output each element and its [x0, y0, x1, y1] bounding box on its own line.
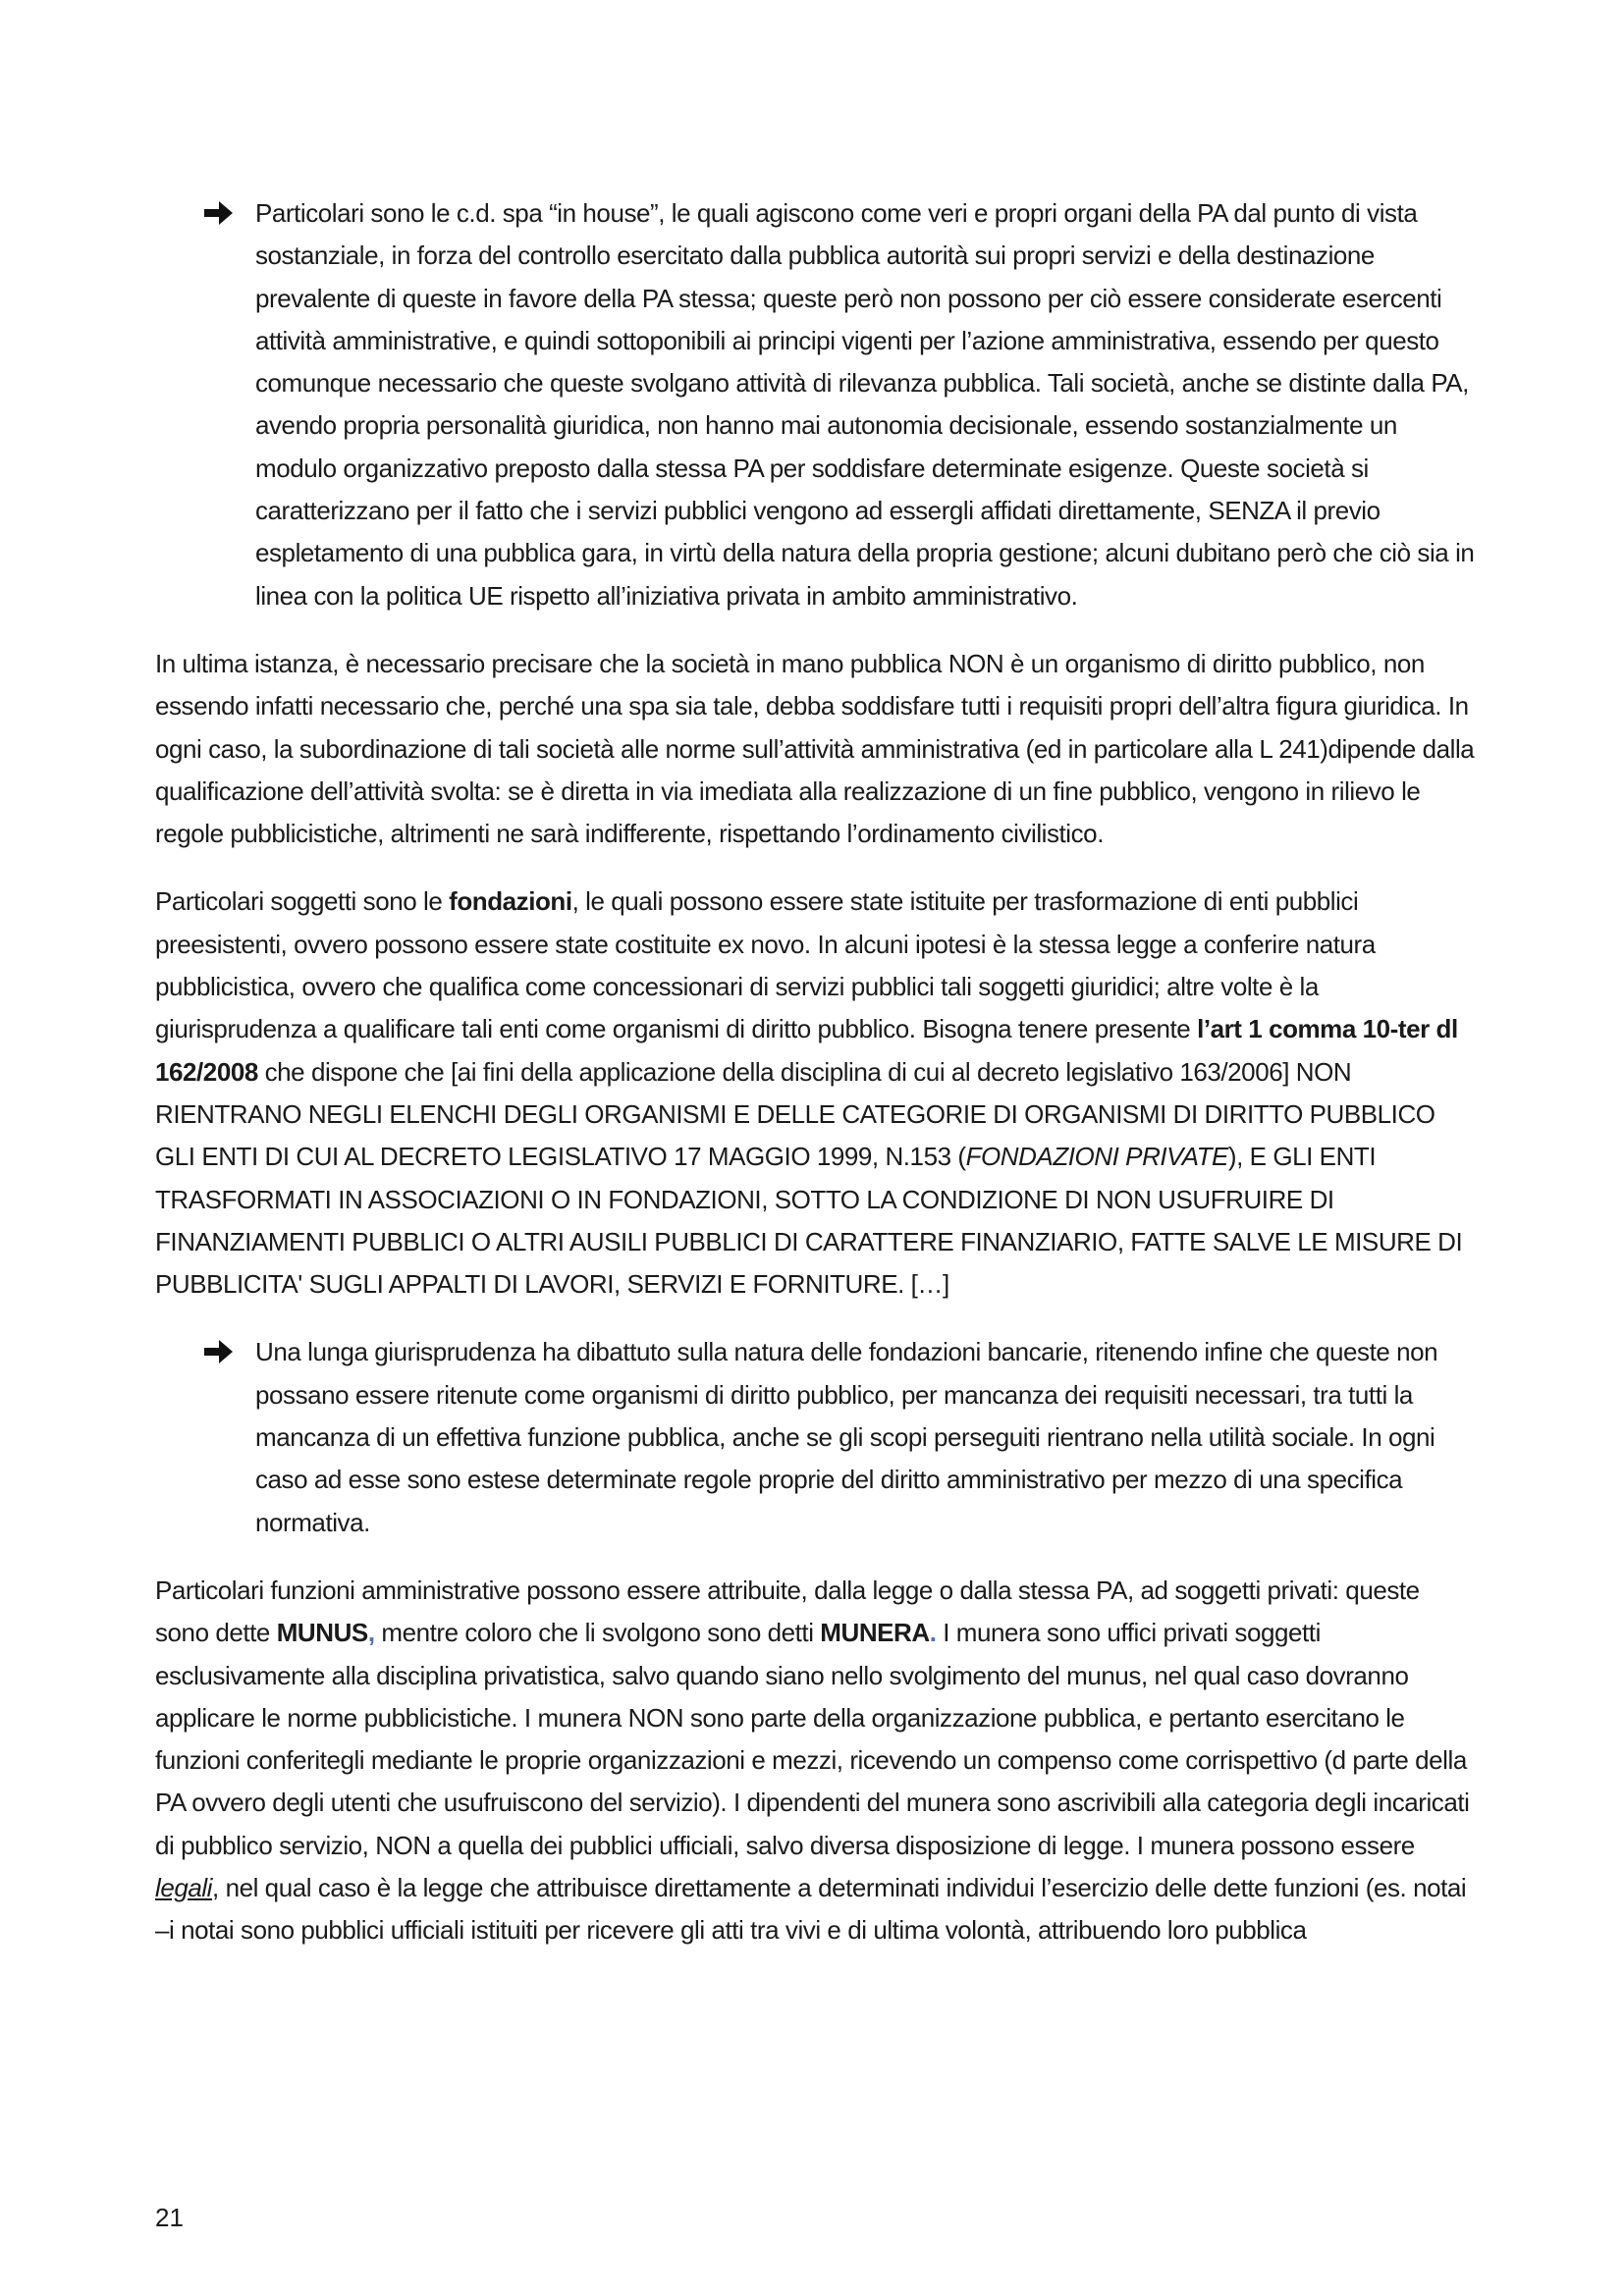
fondazioni-private-term: FONDAZIONI PRIVATE [965, 1142, 1228, 1172]
fondazioni-text-3: che dispone che [ai fini della applicazione della disciplina di cui al decreto legislativo 163/2006] NON RIENTRANO NEGLI ELENCHI DEGLI ORGANISMI E DELLE CATEGORIE DI ORGANISMI DI DIRITTO PUBBLICO GLI ENTI DI CUI AL DECRETO LEGISLATIVO 17 MAGGIO 1999, N.153 ( [155, 1056, 1435, 1172]
munus-text-3: I munera sono uffici privati soggetti esclusivamente alla disciplina privatistica, salvo quando siano nello svolgimento del munus, nel qual caso dovranno applicare le norme pubblicistiche. I munera NON sono parte della organizzazione pubblica, e pertanto esercitano le funzioni conferitegli mediante le proprie organizzazioni e mezzi, ricevendo un compenso come corrispettivo (d parte della PA ovvero degli utenti che usufruiscono del servizio). I dipendenti del munera sono ascrivibili alla categoria degli incaricati di pubblico servizio, NON a quella dei pubblici ufficiali, salvo diversa disposizione di legge. I munera possono essere [155, 1618, 1470, 1860]
bullet-in-house-text: Particolari sono le c.d. spa “in house”, le quali agiscono come veri e propri organi della PA dal punto di vista sostanziale, in forza del controllo esercitato dalla pubblica autorità sui propri servizi e della destinazione prevalente di queste in favore della PA stessa; queste però non possono per ciò essere considerate esercenti attività amministrative, e quindi sottoponibili ai principi vigenti per l’azione amministrativa, essendo per questo comunque necessario che queste svolgano attività di rilevanza pubblica. Tali società, anche se distinte dalla PA, avendo propria personalità giuridica, non hanno mai autonomia decisionale, essendo sostanzialmente un modulo organizzativo preposto dalla stessa PA per soddisfare determinate esigenze. Queste società si caratterizzano per il fatto che i servizi pubblici vengono ad essergli affidati direttamente, SENZA il previo espletamento di una pubblica gara, in virtù della natura della propria gestione; alcuni dubitano però che ciò sia in linea con la politica UE rispetto all’iniziativa privata in ambito amministrativo. [255, 198, 1475, 611]
bullet-fondazioni-bancarie-text: Una lunga giurisprudenza ha dibattuto sulla natura delle fondazioni bancarie, ritenendo infine che queste non possano essere ritenute come organismi di diritto pubblico, per mancanza dei requisiti necessari, tra tutti la mancanza di un effettiva funzione pubblica, anche se gli scopi perseguiti rientrano nella utilità sociale. In ogni caso ad esse sono estese determinate regole proprie del diritto amministrativo per mezzo di una specifica normativa. [255, 1337, 1438, 1537]
munera-term: MUNERA [820, 1618, 930, 1648]
paragraph-munus [155, 1570, 1477, 1952]
page-number: 21 [155, 2203, 184, 2232]
munera-dot: . [929, 1618, 937, 1648]
document-page [155, 192, 1477, 1978]
fondazioni-text-2: , le quali possono essere state istituite per trasformazione di enti pubblici preesistenti, ovvero possono essere state costituite ex novo. In alcuni ipotesi è la stessa legge a conferire natura pubblicistica, ovvero che qualifica come concessionari di servizi pubblici tali soggetti giuridici; altre volte è la giurisprudenza a qualificare tali enti come organismi di diritto pubblico. Bisogna tenere presente [155, 886, 1376, 1044]
munus-text-4: , nel qual caso è la legge che attribuisce direttamente a determinati individui l’esercizio delle dette funzioni (es. notai –i notai sono pubblici ufficiali istituiti per ricevere gli atti tra vivi e di ultima volontà, attribuendo loro pubblica [155, 1872, 1467, 1946]
bullet-fondazioni-bancarie [155, 1331, 1477, 1543]
fondazioni-text-4: ), E GLI ENTI TRASFORMATI IN ASSOCIAZIONI O IN FONDAZIONI, SOTTO LA CONDIZIONE DI NON USUFRUIRE DI FINANZIAMENTI PUBBLICI O ALTRI AUSILI PUBBLICI DI CARATTERE FINANZIARIO, FATTE SALVE LE MISURE DI PUBBLICITA' SUGLI APPALTI DI LAVORI, SERVIZI E FORNITURE. […] [155, 1142, 1463, 1300]
arrow-right-icon [204, 1334, 234, 1369]
paragraph-societa-pubblica-text: In ultima istanza, è necessario precisare che la società in mano pubblica NON è un organismo di diritto pubblico, non essendo infatti necessario che, perché una spa sia tale, debba soddisfare tutti i requisiti propri dell’altra figura giuridica. In ogni caso, la subordinazione di tali società alle norme sull’attività amministrativa (ed in particolare alla L 241)dipende dalla qualificazione dell’attività svolta: se è diretta in via imediata alla realizzazione di un fine pubblico, vengono in rilievo le regole pubblicistiche, altrimenti ne sarà indifferente, rispettando l’ordinamento civilistico. [155, 648, 1475, 849]
munus-text-2: mentre coloro che li svolgono sono detti [374, 1618, 821, 1648]
legal-reference: l’art 1 comma 10-ter dl 162/2008 [155, 1014, 1458, 1087]
paragraph-societa-pubblica [155, 643, 1477, 855]
bullet-in-house [155, 192, 1477, 617]
arrow-right-icon [204, 195, 234, 231]
fondazioni-term: fondazioni [449, 886, 572, 917]
paragraph-fondazioni [155, 881, 1477, 1306]
munus-term: MUNUS [276, 1618, 368, 1648]
legali-term: legali [155, 1872, 213, 1902]
munus-text-1: Particolari funzioni amministrative possono essere attribuite, dalla legge o dalla stessa PA, ad soggetti privati: queste sono dette [155, 1575, 1420, 1648]
fondazioni-text-1: Particolari soggetti sono le [155, 886, 450, 917]
munus-comma: , [367, 1618, 375, 1648]
